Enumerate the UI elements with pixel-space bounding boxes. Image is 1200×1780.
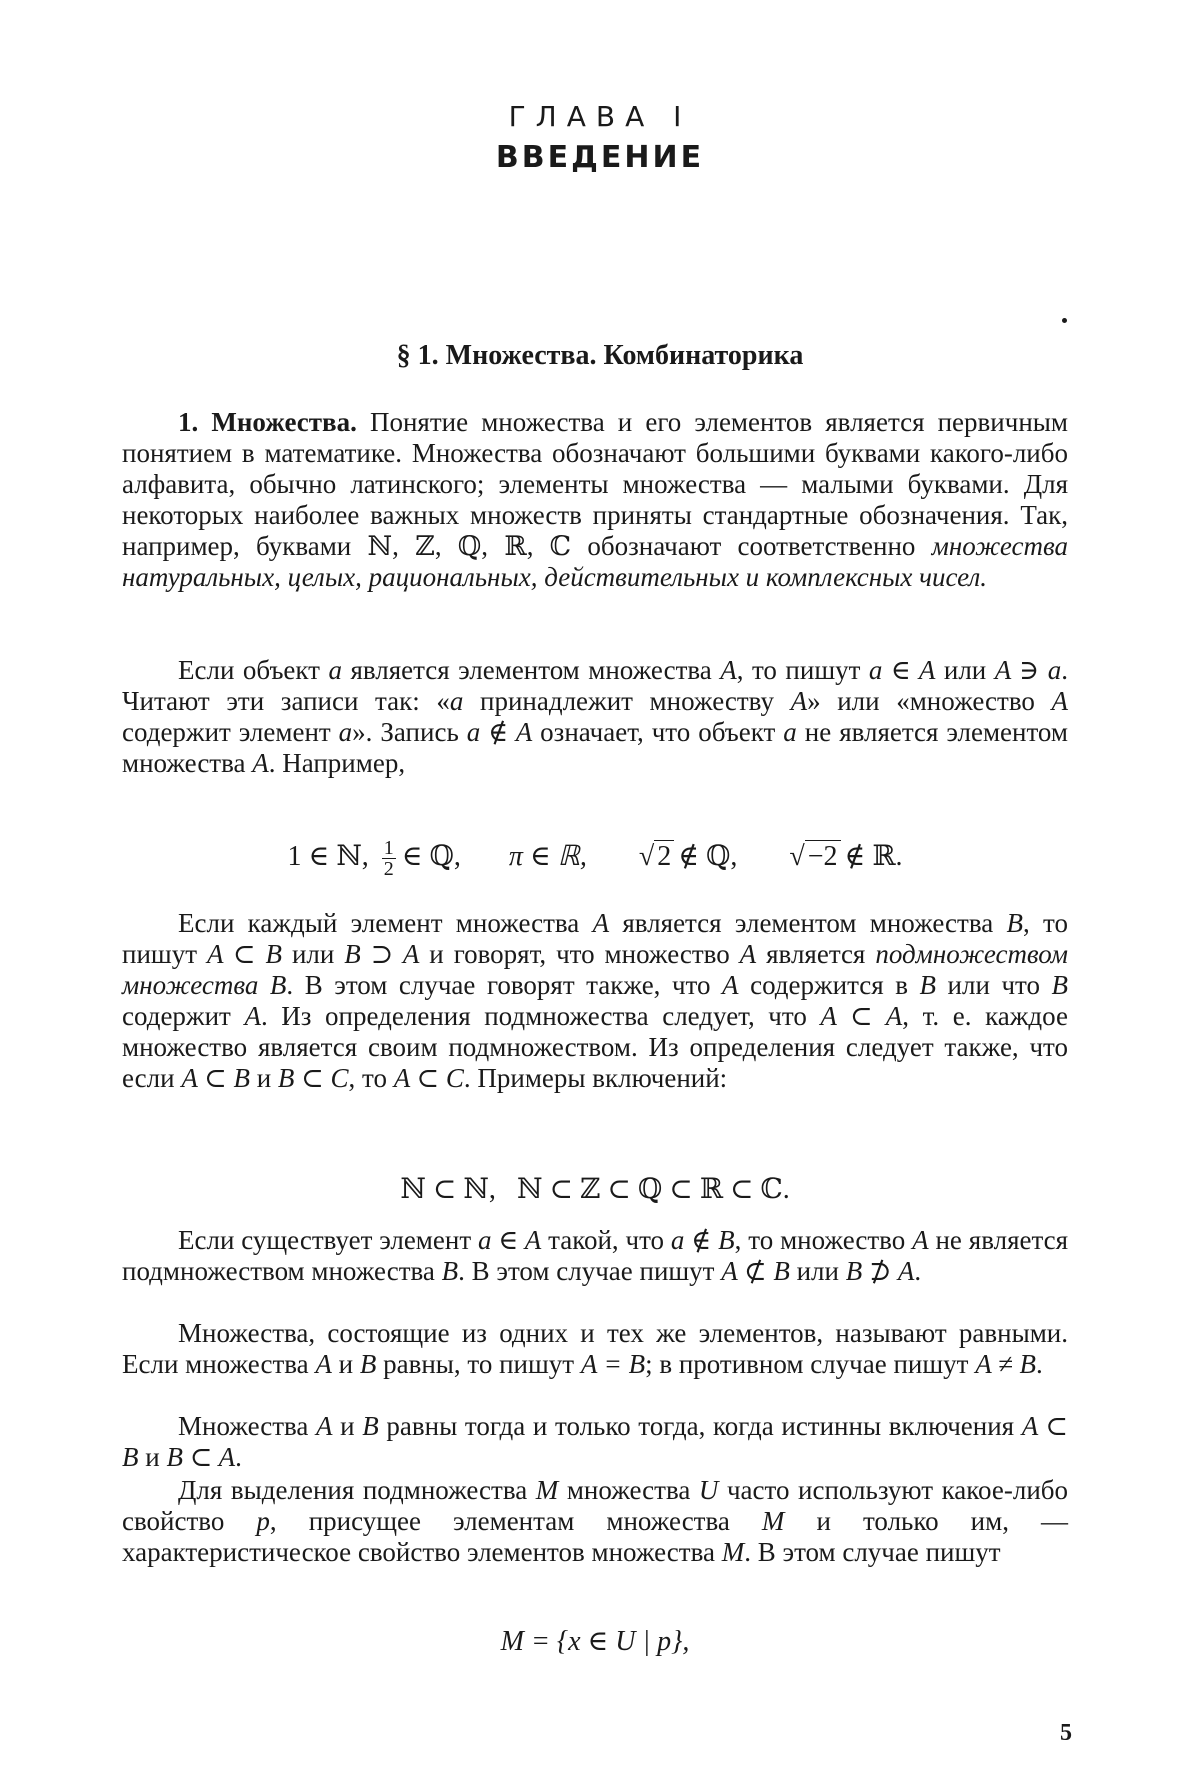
paragraph-equal-sets [122,1318,1068,1380]
math-expr: B ⊂ C [278,1063,349,1093]
text-run: ; в противном случае пишут [645,1349,975,1379]
math-var: A [912,1225,929,1255]
square-root [789,841,840,873]
text-run: . [235,1442,242,1472]
book-page [0,0,1200,1780]
text-run: множества [558,1475,699,1505]
math-expr: A ⊄ B [721,1256,790,1286]
text-run: Множества [178,1411,316,1441]
text-run: является [756,939,875,969]
math-var: A [722,970,739,1000]
text-run: , то пишут [737,655,869,685]
text-run: . Читают эти записи так: « [122,655,1068,716]
paragraph-characteristic-property [122,1475,1068,1568]
text-run: является элементом множества [342,655,720,685]
math-var: U [699,1475,719,1505]
text-run: или [790,1256,846,1286]
math-expr: B ⊅ A [846,1256,915,1286]
math-expr: A ⊂ B [122,1411,1068,1472]
math-var: A [720,655,737,685]
text-run: содержит элемент [122,717,339,747]
math-var: A [244,1001,261,1031]
paragraph-subset [122,908,1068,1094]
text-run: . В этом случае пишут [744,1537,1000,1567]
square-root [639,841,674,873]
fraction-numerator: 1 [382,838,396,859]
emphasis-text: подмножеством множества [122,939,1068,1000]
fraction [382,838,396,879]
math-var: M [762,1506,785,1536]
paragraph-membership [122,655,1068,779]
text-run: Для выделения подмножества [178,1475,536,1505]
text-run: содержит [122,1001,244,1031]
text-run: часто используют какое-либо свойство [122,1475,1068,1536]
math-var: A [791,686,808,716]
math-expr: A = B [581,1349,645,1379]
math-expr: A ⊂ A [820,1001,902,1031]
math-var: A [1052,686,1069,716]
paragraph-not-subset [122,1225,1068,1287]
text-run: . Из определения подмножества следует, что [261,1001,820,1031]
text-run: Если существует элемент [178,1225,478,1255]
formula-term: ∉ ℝ. [845,841,903,872]
subsection-heading: 1. Множества. [178,407,357,437]
math-var: A [316,1411,333,1441]
paragraph-equality-criterion [122,1411,1068,1473]
formula-term: 1 ∈ ℕ, [287,841,368,872]
text-run: не является элементом множества [122,717,1068,778]
paragraph-sets-intro [122,407,1068,593]
emphasis-text: множества натуральных, целых, рациональных, действительных и комплексных чисел. [122,531,1068,592]
math-var: a [328,655,342,685]
text-run: . В этом случае говорят также, что [286,970,722,1000]
math-var: A [315,1349,332,1379]
text-run: и [333,1411,363,1441]
math-expr: a ∈ A [478,1225,541,1255]
text-run: , присущее элементам множества [270,1506,762,1536]
text-run: Понятие множества и его элементов является первичным понятием в математике. Множества обозначают большими буквами какого-либо алфавита, обычно латинского; элементы множества — малыми буквами. Для некоторых наиболее важных множеств приняты стандартные обозначения. Так, например, буквами ℕ, ℤ, ℚ, ℝ, ℂ обозначают соответственно [122,407,1068,561]
radical-sign: √ [789,841,804,872]
formula-term: π ∈ ℝ, [509,841,587,872]
math-expr: B ⊃ A [344,939,419,969]
text-run: содержится в [739,970,920,1000]
math-expr: A ∋ a [995,655,1061,685]
math-var: B [919,970,936,1000]
math-var: M [536,1475,559,1505]
formula-inclusion-chain: ℕ ⊂ ℕ, ℕ ⊂ ℤ ⊂ ℚ ⊂ ℝ ⊂ ℂ. [122,1172,1068,1206]
math-var: a [783,717,797,747]
math-var: A [252,748,269,778]
math-expr: A ⊂ B [181,1063,250,1093]
text-run [258,970,270,1000]
math-var: A [740,939,757,969]
math-var: B [362,1411,379,1441]
text-run: ». Запись [352,717,467,747]
formula-term: ∉ ℚ, [678,841,737,872]
text-run: равны тогда и только тогда, когда истинны включения [379,1411,1022,1441]
text-run: равны, то пишут [376,1349,581,1379]
math-var: B [442,1256,459,1286]
text-run: , то множество [735,1225,912,1255]
print-speck [1062,318,1067,323]
math-var: p [256,1506,270,1536]
radical-sign: √ [639,841,654,872]
math-var: a [339,717,353,747]
text-run: , т. е. каждое множество является своим подмножеством. Из определения следует также, что если [122,1001,1068,1093]
text-run: или что [936,970,1052,1000]
text-run: и говорят, что множество [419,939,739,969]
formula-term: ∈ ℚ, [402,841,461,872]
text-run: является элементом множества [609,908,1006,938]
text-run: . [914,1256,921,1286]
text-run: или [935,655,994,685]
math-expr: B ⊂ A [166,1442,235,1472]
text-run: и [332,1349,360,1379]
radicand: −2 [805,840,841,872]
math-var: B [270,970,287,1000]
math-var: B [1007,908,1024,938]
math-var: A [593,908,610,938]
text-run: . Например, [269,748,405,778]
text-run: означает, что объект [532,717,783,747]
text-run: и [250,1063,278,1093]
text-run: . [1036,1349,1043,1379]
math-var: M [722,1537,745,1567]
text-run: . В этом случае пишут [458,1256,721,1286]
text-run: принадлежит множеству [463,686,790,716]
math-expr: A ⊂ B [207,939,282,969]
chapter-title: ВВЕДЕНИЕ [0,140,1200,175]
page-number: 5 [1060,1720,1072,1747]
text-run: или [282,939,344,969]
fraction-denominator: 2 [382,859,396,879]
math-expr: A ≠ B [975,1349,1036,1379]
text-run: , то [349,1063,394,1093]
radicand: 2 [654,840,674,872]
section-title: § 1. Множества. Комбинаторика [0,340,1200,372]
text-run: , то пишут [122,908,1068,969]
formula-set-builder: M = {x ∈ U | p}, [122,1624,1068,1658]
text-run: . Примеры включений: [464,1063,727,1093]
text-run: Если каждый элемент множества [178,908,593,938]
text-run: такой, что [541,1225,671,1255]
math-var: B [360,1349,377,1379]
formula-membership-examples [122,838,1068,879]
text-run: не является подмножеством множества [122,1225,1068,1286]
text-run: и [139,1442,167,1472]
text-run: Если объект [178,655,328,685]
chapter-label: ГЛАВА I [0,100,1200,133]
math-expr: A ⊂ C [394,1063,464,1093]
text-run: Множества, состоящие из одних и тех же элементов, называют равными. Если множества [122,1318,1068,1379]
text-run: и только им, — характеристическое свойство элементов множества [122,1506,1068,1567]
math-expr: a ∉ B [671,1225,735,1255]
text-run: » или «множество [807,686,1051,716]
math-var: a [450,686,464,716]
math-expr: a ∈ A [869,655,935,685]
math-expr: a ∉ A [467,717,532,747]
math-var: B [1052,970,1069,1000]
